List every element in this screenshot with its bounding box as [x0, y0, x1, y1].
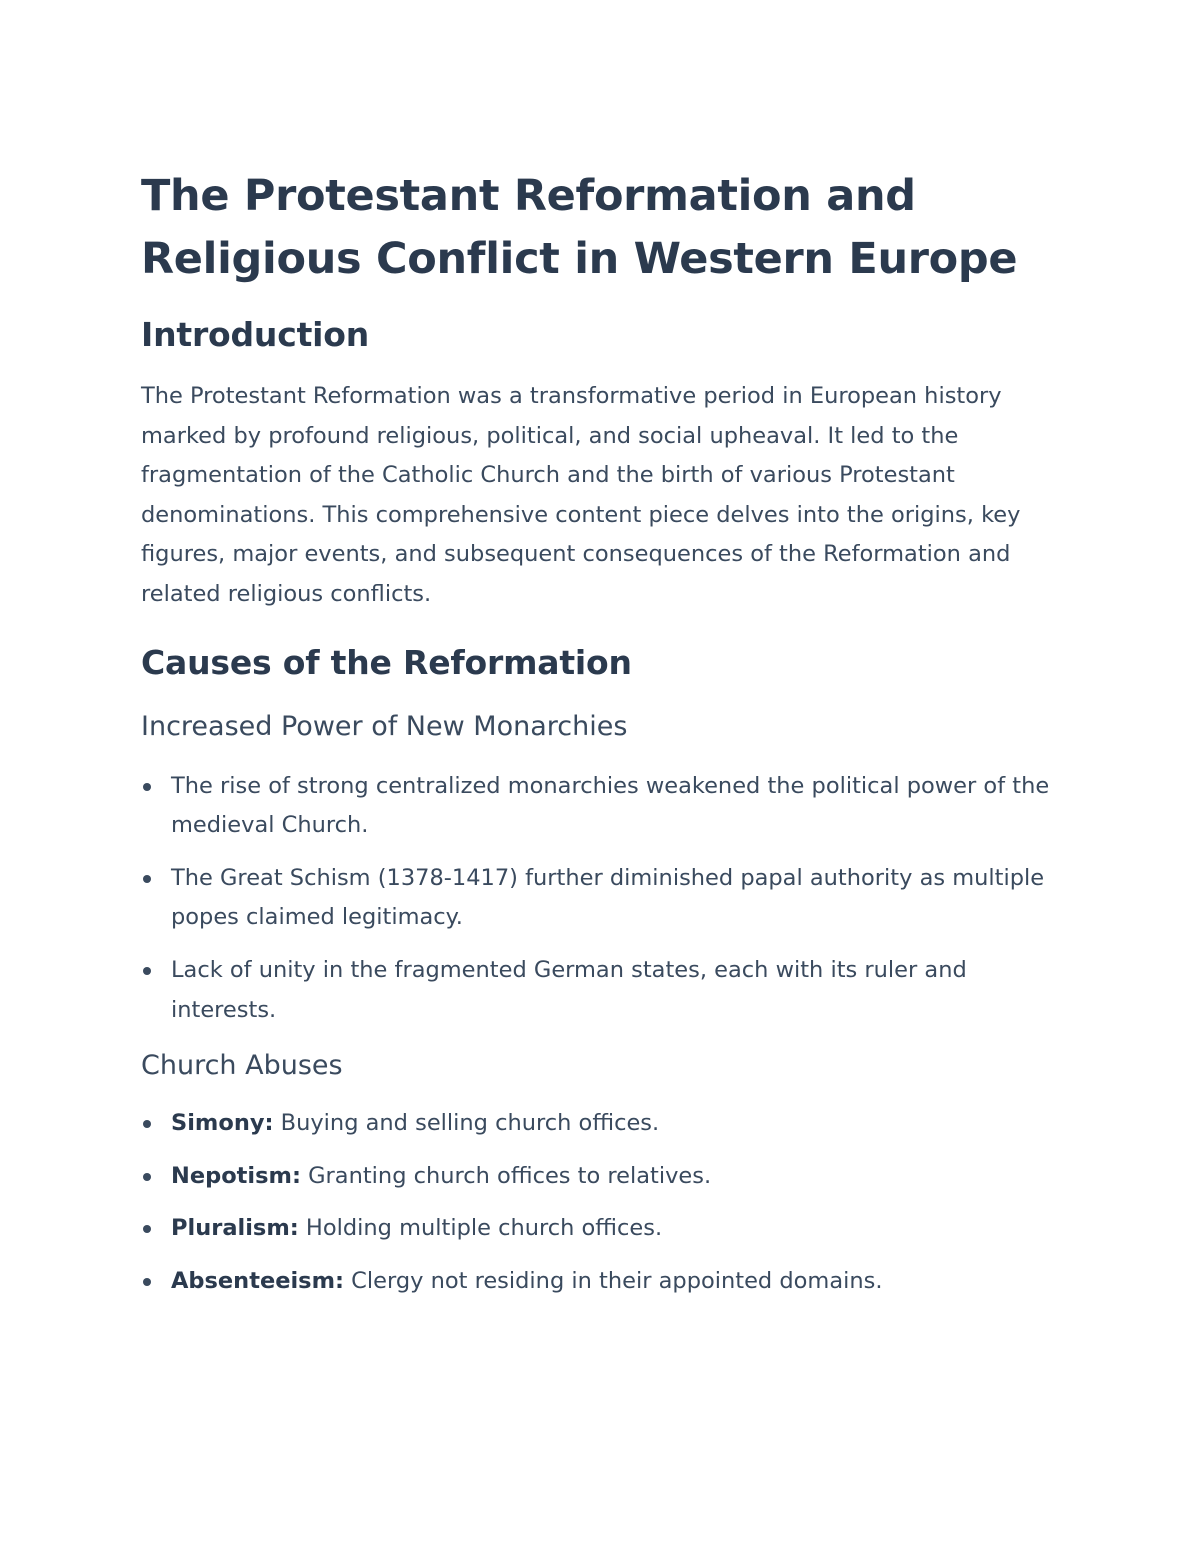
bullet-icon — [143, 967, 151, 975]
term-label: Pluralism: — [171, 1215, 299, 1242]
list-item — [141, 1209, 1061, 1249]
term-definition: Buying and selling church offices. — [273, 1110, 660, 1137]
list-item — [141, 1262, 1061, 1302]
causes-heading: Causes of the Reformation — [141, 642, 632, 682]
list-item — [141, 767, 1061, 846]
document-page — [141, 165, 1061, 1302]
document-title: The Protestant Reformation and Religious Conflict in Western Europe — [141, 171, 1018, 284]
monarchies-list — [141, 767, 1061, 1031]
bullet-icon — [143, 783, 151, 791]
list-item — [141, 1104, 1061, 1144]
introduction-heading: Introduction — [141, 315, 370, 354]
list-item-text: The Great Schism (1378-1417) further diminished papal authority as multiple popes claimed legitimacy. — [171, 864, 1045, 931]
bullet-icon — [143, 875, 151, 883]
term-definition: Clergy not residing in their appointed domains. — [344, 1267, 883, 1294]
church-abuses-list — [141, 1104, 1061, 1301]
term-definition: Granting church offices to relatives. — [300, 1162, 712, 1189]
introduction-paragraph: The Protestant Reformation was a transformative period in European history marked by profound religious, political, and social upheaval. It led to the fragmentation of the Catholic Church and the birth of various Protestant denominations. This comprehensive content piece delves into the origins, key figures, major events, and subsequent consequences of the Reformation and related religious conflicts. — [141, 383, 1021, 607]
church-abuses-subheading: Church Abuses — [141, 1050, 343, 1082]
list-item — [141, 859, 1061, 938]
list-item-text: The rise of strong centralized monarchies weakened the political power of the medieval Church. — [171, 772, 1050, 839]
term-label: Simony: — [171, 1110, 274, 1137]
bullet-icon — [143, 1120, 151, 1128]
list-item — [141, 1157, 1061, 1197]
list-item-text: Lack of unity in the fragmented German states, each with its ruler and interests. — [171, 956, 967, 1023]
list-item — [141, 951, 1061, 1030]
bullet-icon — [143, 1278, 151, 1286]
term-label: Nepotism: — [171, 1162, 301, 1189]
bullet-icon — [143, 1225, 151, 1233]
bullet-icon — [143, 1173, 151, 1181]
term-label: Absenteeism: — [171, 1267, 345, 1294]
term-definition: Holding multiple church offices. — [298, 1215, 663, 1242]
monarchies-subheading: Increased Power of New Monarchies — [141, 710, 628, 742]
